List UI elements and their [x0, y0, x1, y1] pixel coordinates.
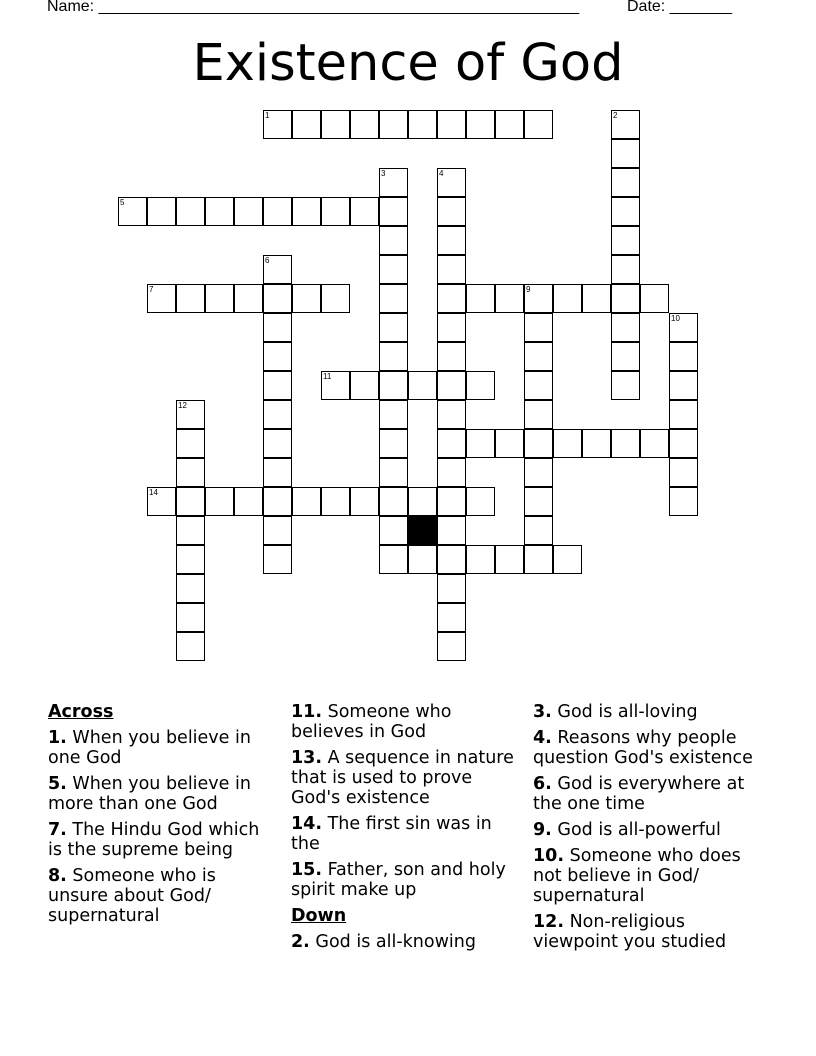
grid-cell[interactable]	[263, 545, 292, 574]
grid-cell[interactable]	[147, 487, 176, 516]
grid-cell[interactable]	[379, 400, 408, 429]
grid-cell[interactable]	[524, 284, 553, 313]
grid-cell[interactable]	[263, 110, 292, 139]
grid-cell[interactable]	[611, 313, 640, 342]
clue-text: God is all-powerful	[557, 820, 721, 840]
grid-cell[interactable]	[524, 371, 553, 400]
grid-cell[interactable]	[176, 458, 205, 487]
grid-cell[interactable]	[292, 110, 321, 139]
grid-cell[interactable]	[263, 400, 292, 429]
grid-cell[interactable]	[437, 458, 466, 487]
grid-cell[interactable]	[234, 284, 263, 313]
clue-text: Someone who believes in God	[291, 702, 452, 742]
grid-cell[interactable]	[263, 284, 292, 313]
grid-cell[interactable]	[524, 429, 553, 458]
grid-cell[interactable]	[611, 255, 640, 284]
grid-cell[interactable]	[118, 197, 147, 226]
grid-cell[interactable]	[379, 226, 408, 255]
grid-cell[interactable]	[466, 110, 495, 139]
grid-cell[interactable]	[640, 429, 669, 458]
grid-cell[interactable]	[263, 371, 292, 400]
grid-cell[interactable]	[437, 255, 466, 284]
grid-cell[interactable]	[263, 429, 292, 458]
grid-cell[interactable]	[379, 284, 408, 313]
grid-cell-number: 5	[120, 198, 125, 207]
grid-cell[interactable]	[176, 516, 205, 545]
page-title: Existence of God	[192, 34, 624, 93]
clue-text: A sequence in nature that is used to prove God's existence	[291, 748, 514, 808]
clue-number: 8.	[48, 866, 67, 886]
grid-cell[interactable]	[669, 429, 698, 458]
grid-cell[interactable]	[437, 574, 466, 603]
grid-cell[interactable]	[176, 400, 205, 429]
grid-cell[interactable]	[379, 487, 408, 516]
grid-cell-number: 14	[149, 488, 158, 497]
clue-down-4	[533, 728, 773, 768]
grid-cell[interactable]	[524, 342, 553, 371]
grid-cell[interactable]	[524, 458, 553, 487]
grid-cell[interactable]	[524, 487, 553, 516]
grid-cell[interactable]	[611, 371, 640, 400]
grid-cell[interactable]	[437, 110, 466, 139]
clue-down-12	[533, 912, 773, 952]
grid-cell[interactable]	[466, 371, 495, 400]
grid-cell[interactable]	[437, 226, 466, 255]
grid-cell[interactable]	[234, 487, 263, 516]
grid-cell[interactable]	[292, 197, 321, 226]
grid-cell[interactable]	[263, 458, 292, 487]
grid-cell[interactable]	[205, 487, 234, 516]
clue-text: Non-religious viewpoint you studied	[533, 912, 727, 952]
clue-number: 4.	[533, 728, 552, 748]
clue-number: 12.	[533, 912, 565, 932]
grid-cell[interactable]	[495, 110, 524, 139]
clue-text: Reasons why people question God's existence	[533, 728, 753, 768]
grid-cell-number: 7	[149, 285, 154, 294]
grid-cell[interactable]	[640, 284, 669, 313]
down-heading: Down	[291, 906, 347, 926]
grid-cell[interactable]	[466, 487, 495, 516]
grid-cell[interactable]	[379, 429, 408, 458]
grid-cell[interactable]	[379, 313, 408, 342]
grid-cell-number: 6	[265, 256, 270, 265]
grid-cell[interactable]	[379, 197, 408, 226]
grid-cell[interactable]	[611, 139, 640, 168]
date-field-label: Date: _______	[627, 0, 732, 15]
grid-cell[interactable]	[611, 197, 640, 226]
grid-cell[interactable]	[669, 342, 698, 371]
grid-cell[interactable]	[524, 110, 553, 139]
clue-number: 10.	[533, 846, 565, 866]
grid-cell[interactable]	[379, 255, 408, 284]
grid-cell[interactable]	[524, 545, 553, 574]
grid-cell[interactable]	[379, 458, 408, 487]
clue-text: When you believe in more than one God	[48, 774, 251, 814]
grid-cell[interactable]	[263, 487, 292, 516]
grid-cell[interactable]	[350, 110, 379, 139]
clue-number: 1.	[48, 728, 67, 748]
grid-cell-number: 11	[323, 372, 332, 381]
grid-cell[interactable]	[292, 487, 321, 516]
clue-across-14	[291, 814, 521, 854]
grid-cell[interactable]	[263, 255, 292, 284]
grid-cell[interactable]	[176, 197, 205, 226]
grid-cell[interactable]	[176, 284, 205, 313]
grid-cell[interactable]	[524, 400, 553, 429]
clue-number: 15.	[291, 860, 323, 880]
grid-cell[interactable]	[582, 284, 611, 313]
grid-cell[interactable]	[437, 545, 466, 574]
grid-cell[interactable]	[176, 574, 205, 603]
grid-cell[interactable]	[611, 226, 640, 255]
clue-down-6	[533, 774, 773, 814]
grid-cell[interactable]	[147, 284, 176, 313]
grid-cell[interactable]	[321, 284, 350, 313]
grid-cell[interactable]	[350, 197, 379, 226]
clue-text: Someone who is unsure about God/ supernatural	[48, 866, 216, 926]
grid-cell-number: 4	[439, 169, 444, 178]
grid-cell[interactable]	[437, 342, 466, 371]
clue-down-2	[291, 932, 521, 952]
clue-down-9	[533, 820, 773, 840]
clue-number: 13.	[291, 748, 323, 768]
grid-cell[interactable]	[466, 284, 495, 313]
clue-across-8	[48, 866, 273, 926]
grid-cell[interactable]	[524, 313, 553, 342]
grid-cell[interactable]	[495, 545, 524, 574]
clues-column-3	[533, 702, 773, 958]
grid-cell-number: 2	[613, 111, 618, 120]
grid-cell[interactable]	[379, 168, 408, 197]
clue-across-5	[48, 774, 273, 814]
grid-cell[interactable]	[437, 284, 466, 313]
clues-column-2	[291, 702, 521, 958]
grid-cell[interactable]	[437, 487, 466, 516]
across-heading: Across	[48, 702, 114, 722]
clue-text: The first sin was in the	[291, 814, 492, 854]
clue-number: 6.	[533, 774, 552, 794]
clue-text: God is all-loving	[557, 702, 698, 722]
grid-cell[interactable]	[437, 400, 466, 429]
grid-cell[interactable]	[408, 545, 437, 574]
grid-cell[interactable]	[176, 487, 205, 516]
grid-cell-number: 1	[265, 111, 270, 120]
grid-cell[interactable]	[669, 458, 698, 487]
grid-cell[interactable]	[669, 371, 698, 400]
grid-cell[interactable]	[263, 516, 292, 545]
clue-across-13	[291, 748, 521, 808]
grid-black-cell	[408, 516, 437, 545]
grid-cell[interactable]	[437, 168, 466, 197]
grid-cell[interactable]	[263, 342, 292, 371]
clue-text: The Hindu God which is the supreme being	[48, 820, 260, 860]
grid-cell-number: 3	[381, 169, 386, 178]
clue-across-7	[48, 820, 273, 860]
grid-cell[interactable]	[379, 110, 408, 139]
grid-cell[interactable]	[147, 197, 176, 226]
grid-cell[interactable]	[437, 632, 466, 661]
grid-cell[interactable]	[582, 429, 611, 458]
grid-cell[interactable]	[437, 313, 466, 342]
grid-cell[interactable]	[437, 603, 466, 632]
grid-cell[interactable]	[321, 371, 350, 400]
clue-number: 7.	[48, 820, 67, 840]
clue-text: Someone who does not believe in God/ supernatural	[533, 846, 741, 906]
clue-number: 14.	[291, 814, 323, 834]
grid-cell[interactable]	[437, 197, 466, 226]
clue-number: 3.	[533, 702, 552, 722]
clue-text: Father, son and holy spirit make up	[291, 860, 506, 900]
clue-down-3	[533, 702, 773, 722]
grid-cell[interactable]	[611, 342, 640, 371]
grid-cell[interactable]	[292, 284, 321, 313]
clues-column-1	[48, 702, 273, 932]
grid-cell[interactable]	[176, 632, 205, 661]
grid-cell[interactable]	[611, 168, 640, 197]
grid-cell[interactable]	[553, 429, 582, 458]
grid-cell[interactable]	[321, 197, 350, 226]
grid-cell[interactable]	[379, 516, 408, 545]
grid-cell[interactable]	[669, 313, 698, 342]
grid-cell[interactable]	[611, 110, 640, 139]
grid-cell[interactable]	[234, 197, 263, 226]
grid-cell[interactable]	[350, 487, 379, 516]
grid-cell[interactable]	[408, 110, 437, 139]
clue-across-1	[48, 728, 273, 768]
grid-cell[interactable]	[437, 516, 466, 545]
name-field-label: Name: ______________________________________________________	[47, 0, 580, 15]
grid-cell-number: 9	[526, 285, 531, 294]
grid-cell[interactable]	[524, 516, 553, 545]
grid-cell[interactable]	[321, 487, 350, 516]
grid-cell[interactable]	[466, 429, 495, 458]
grid-cell[interactable]	[408, 487, 437, 516]
grid-cell[interactable]	[437, 429, 466, 458]
grid-cell[interactable]	[205, 197, 234, 226]
grid-cell[interactable]	[611, 429, 640, 458]
grid-cell[interactable]	[466, 545, 495, 574]
grid-cell[interactable]	[176, 429, 205, 458]
grid-cell[interactable]	[350, 371, 379, 400]
grid-cell[interactable]	[379, 545, 408, 574]
clue-text: God is all-knowing	[315, 932, 476, 952]
grid-cell[interactable]	[263, 197, 292, 226]
grid-cell[interactable]	[437, 371, 466, 400]
grid-cell-number: 12	[178, 401, 187, 410]
grid-cell[interactable]	[379, 342, 408, 371]
grid-cell[interactable]	[176, 545, 205, 574]
grid-cell-number: 10	[671, 314, 680, 323]
grid-cell[interactable]	[495, 429, 524, 458]
grid-cell[interactable]	[553, 545, 582, 574]
clue-across-11	[291, 702, 521, 742]
grid-cell[interactable]	[379, 371, 408, 400]
clue-text: God is everywhere at the one time	[533, 774, 745, 814]
grid-cell[interactable]	[263, 313, 292, 342]
grid-cell[interactable]	[321, 110, 350, 139]
clue-down-10	[533, 846, 773, 906]
grid-cell[interactable]	[553, 284, 582, 313]
grid-cell[interactable]	[611, 284, 640, 313]
clue-text: When you believe in one God	[48, 728, 251, 768]
grid-cell[interactable]	[669, 400, 698, 429]
clue-across-15	[291, 860, 521, 900]
clue-number: 11.	[291, 702, 323, 722]
clue-number: 2.	[291, 932, 310, 952]
clue-number: 9.	[533, 820, 552, 840]
grid-cell[interactable]	[669, 487, 698, 516]
grid-cell[interactable]	[495, 284, 524, 313]
clue-number: 5.	[48, 774, 67, 794]
grid-cell[interactable]	[176, 603, 205, 632]
grid-cell[interactable]	[205, 284, 234, 313]
grid-cell[interactable]	[408, 371, 437, 400]
